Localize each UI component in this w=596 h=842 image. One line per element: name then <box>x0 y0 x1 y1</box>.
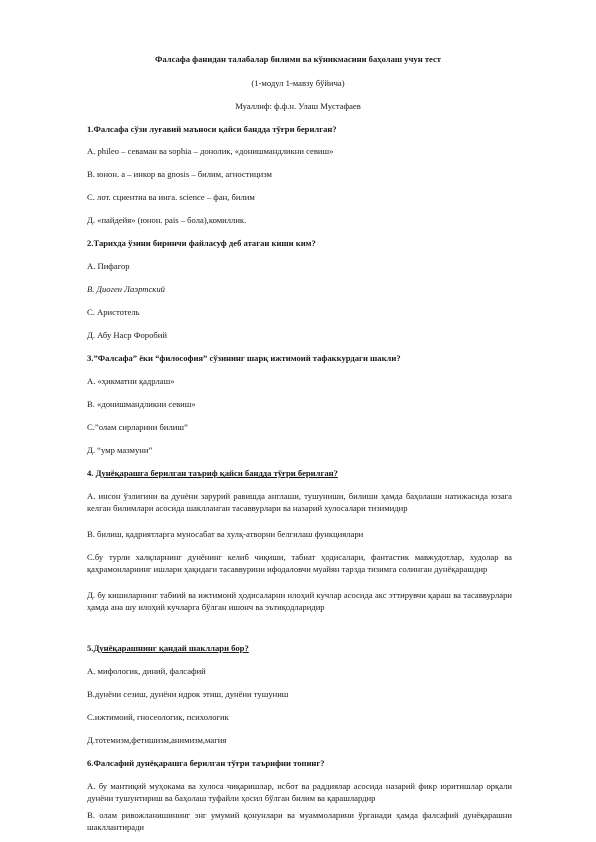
question-4-option-a: А. инсон ўзлигини ва дунёни зарурий равишда англаши, тушуниши, билиши ҳамда баҳолаши натижасида юзага келган билимлари асосида шаклланган тасаввурлари ва назарий хулосалари тизимидир <box>87 491 512 513</box>
question-5-text: Дунёқарашнинг қандай шакллари бор? <box>93 643 249 653</box>
question-1-option-c: С. лот. сциентиа ва инга. science – фан, билим <box>87 192 255 202</box>
question-1-option-d: Д. «пайдейя» (юнон. pais – бола),комиллик. <box>87 215 247 225</box>
question-2-prompt: 2.Тарихда ўзини биринчи файласуф деб атаган киши ким? <box>87 238 316 248</box>
question-4-text: Дунёқарашга берилган таъриф қайси бандда тўғри берилган? <box>95 468 338 478</box>
question-1-prompt: 1.Фалсафа сўзи луғавий маъноси қайси бандда тўғри берилган? <box>87 124 337 134</box>
question-4-prompt <box>87 468 338 479</box>
question-6-option-a: А. бу мантиқий муҳокама ва хулоса чиқаришлар, исбот ва раддиялар асосида назарий фикр юритишлар орқали дунёни тушунтириш ва баҳолаш туфайли ҳосил бўлган билим ва қарашлардир <box>87 781 512 803</box>
question-5-option-b: В.дунёни сезиш, дунёни идрок этиш, дунёни тушуниш <box>87 689 289 699</box>
question-5-prompt <box>87 643 249 654</box>
question-5-option-c: С.ижтимоий, гносеологик, психологик <box>87 712 229 722</box>
author-line: Муаллиф: ф.ф.н. Улаш Мустафаев <box>235 101 361 111</box>
question-1-option-a: А. phileo – севаман ва sophia – донолик, «донишмандликни севиш» <box>87 146 334 156</box>
question-2-option-b: В. Диоген Лаэртский <box>87 284 165 294</box>
question-4-option-b: В. билиш, қадриятларга муносабат ва хулқ-атворни белгилаш функциялари <box>87 529 364 539</box>
question-3-option-b: В. «донишмандликни севиш» <box>87 399 196 409</box>
question-6-option-b: В. олам ривожланишининг энг умумий қонунлари ва муаммоларини ўрганади ҳамда фалсафий дунёқарашни шакллантиради <box>87 810 512 832</box>
question-2-option-a: А. Пифагор <box>87 261 130 271</box>
document-title: Фалсафа фанидан талабалар билими ва кўникмасини баҳолаш учун тест <box>155 54 441 64</box>
question-6-prompt: 6.Фалсафий дунёқарашга берилган тўғри таърифни топинг? <box>87 758 325 768</box>
question-1-option-b: В. юнон. а – инкор ва gnosis – билим, агностицизм <box>87 169 272 179</box>
question-3-prompt: 3.”Фалсафа” ёки “философия” сўзининг шарқ ижтимоий тафаккурдаги шакли? <box>87 353 401 363</box>
question-3-option-a: А. «ҳикматни қадрлаш» <box>87 376 175 386</box>
question-5-option-d: Д.тотемизм,фетишизм,анимизм,магия <box>87 735 227 745</box>
question-3-option-d: Д. “умр мазмуни” <box>87 445 153 455</box>
question-4-option-d: Д. бу кишиларнинг табиий ва ижтимоий ҳодисаларни илоҳий кучлар асосида акс эттирувчи қараш ва тасаввурлари ҳамда ана шу илоҳий кучларга бўлган ишонч ва эътиқодларидир <box>87 590 512 612</box>
module-subtitle: (1-модул 1-мавзу бўйича) <box>251 78 345 88</box>
question-3-option-c: С.”олам сирларини билиш” <box>87 422 188 432</box>
question-2-option-c: С. Аристотель <box>87 307 140 317</box>
question-2-option-d: Д. Абу Наср Форобий <box>87 330 167 340</box>
question-4-number: 4. <box>87 468 96 478</box>
question-5-number: 5. <box>87 643 94 653</box>
question-4-option-c: С.бу турли халқларнинг дунёнинг келиб чиқиши, табиат ҳодисалари, фантастик мавжудотлар, худолар ва қаҳрамонларнинг ишлари ҳақидаги тасаввурини ифодаловчи муайян тарзда тизимга солинган дунёқарашдир <box>87 552 512 574</box>
question-5-option-a: А. мифологик, диний, фалсафий <box>87 666 206 676</box>
